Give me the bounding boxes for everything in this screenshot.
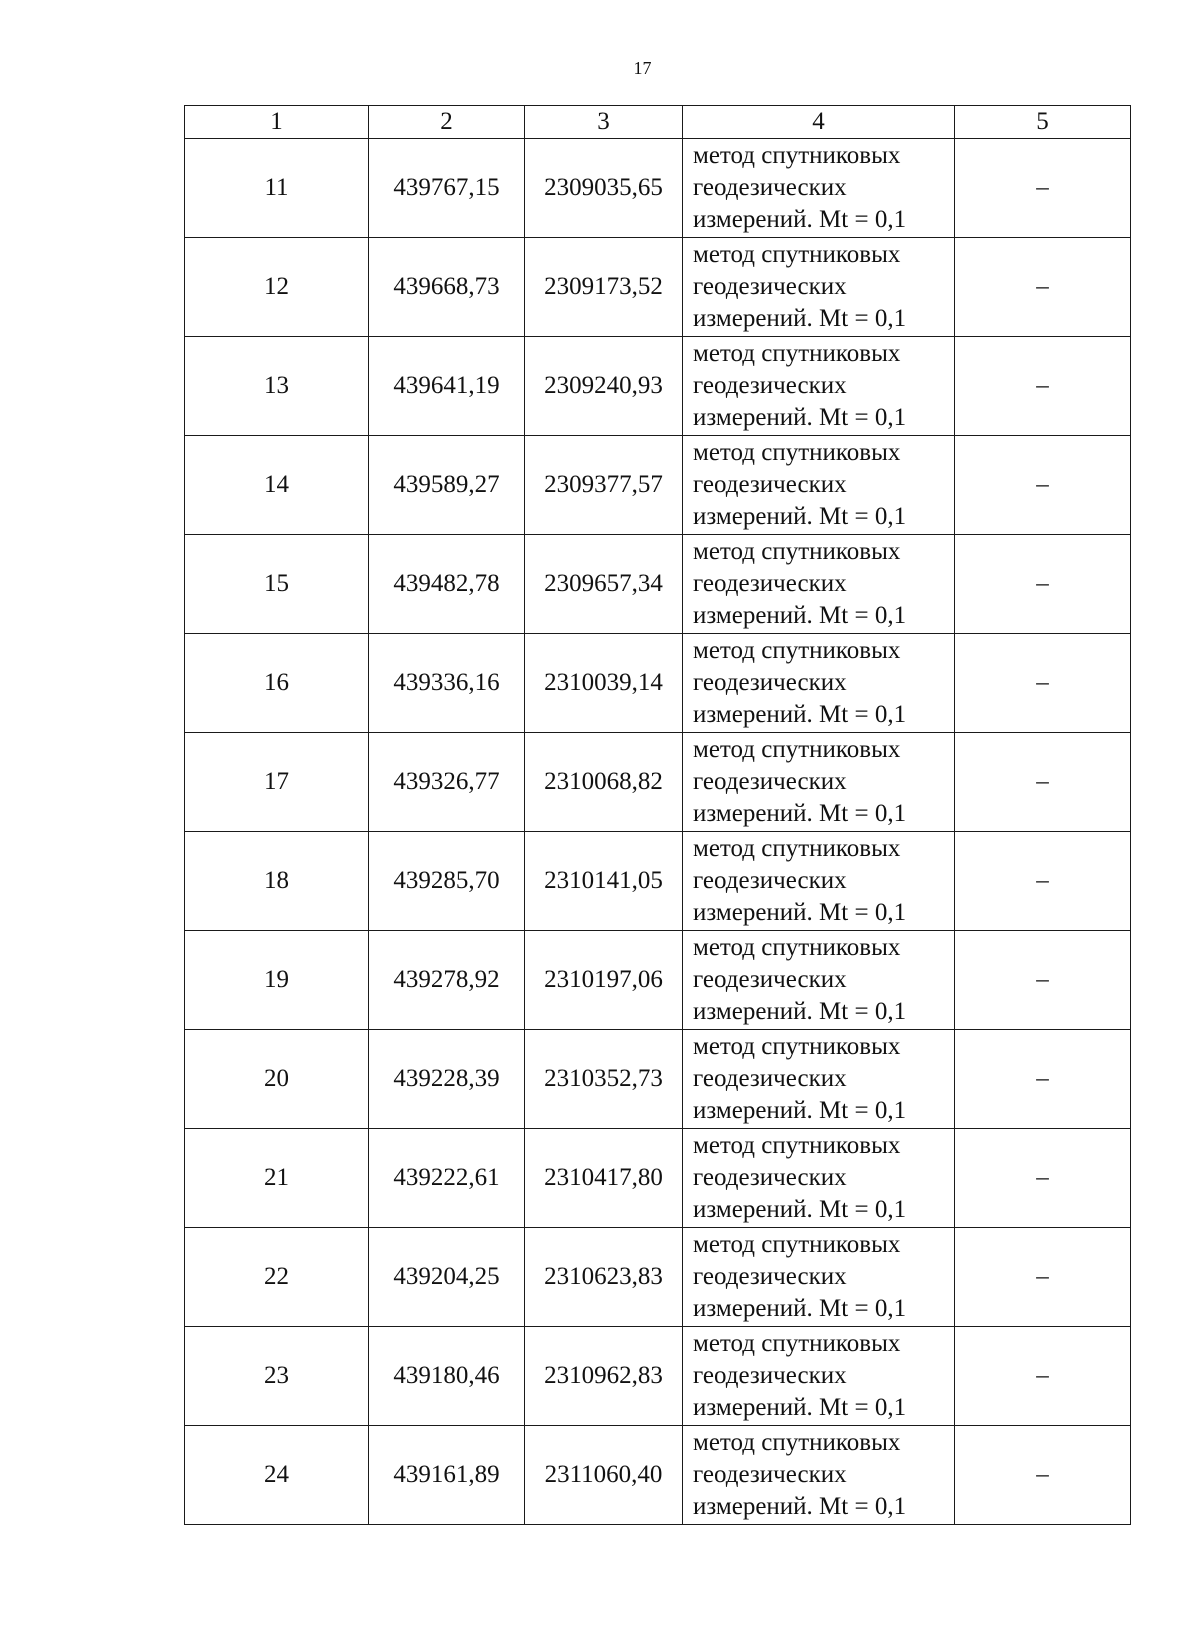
method-text-line: измерений. Mt = 0,1 (693, 602, 907, 629)
column-5-cell: – (955, 1129, 1131, 1228)
coordinate-x-cell: 439767,15 (369, 139, 525, 238)
column-5-cell: – (955, 1327, 1131, 1426)
method-text-line: геодезических (693, 768, 847, 795)
method-text-line: измерений. Mt = 0,1 (693, 701, 907, 728)
table-row (185, 931, 1131, 1030)
coordinate-y-cell: 2310623,83 (525, 1228, 683, 1327)
method-cell (683, 832, 955, 931)
coordinate-y-cell: 2309173,52 (525, 238, 683, 337)
method-text-line: измерений. Mt = 0,1 (693, 206, 907, 233)
table-row (185, 634, 1131, 733)
coordinate-y-cell: 2310039,14 (525, 634, 683, 733)
method-text-line: геодезических (693, 570, 847, 597)
coordinate-x-cell: 439336,16 (369, 634, 525, 733)
method-text-line: метод спутниковых (693, 538, 901, 565)
column-5-cell: – (955, 733, 1131, 832)
coordinate-y-cell: 2311060,40 (525, 1426, 683, 1525)
point-number-cell: 12 (185, 238, 369, 337)
method-text-line: геодезических (693, 1263, 847, 1290)
method-text-line: измерений. Mt = 0,1 (693, 1295, 907, 1322)
coordinate-x-cell: 439204,25 (369, 1228, 525, 1327)
method-cell (683, 1327, 955, 1426)
coordinate-y-cell: 2310417,80 (525, 1129, 683, 1228)
table-row (185, 337, 1131, 436)
column-5-cell: – (955, 436, 1131, 535)
table-row (185, 733, 1131, 832)
method-cell (683, 1030, 955, 1129)
method-text-line: метод спутниковых (693, 1033, 901, 1060)
method-text-line: геодезических (693, 273, 847, 300)
table-row (185, 1228, 1131, 1327)
coordinate-x-cell: 439222,61 (369, 1129, 525, 1228)
column-header-2: 2 (369, 106, 525, 139)
column-5-cell: – (955, 1228, 1131, 1327)
coordinate-y-cell: 2309657,34 (525, 535, 683, 634)
method-text-line: геодезических (693, 867, 847, 894)
method-text-line: геодезических (693, 1164, 847, 1191)
coordinate-x-cell: 439668,73 (369, 238, 525, 337)
coordinate-x-cell: 439285,70 (369, 832, 525, 931)
method-text-line: измерений. Mt = 0,1 (693, 1394, 907, 1421)
table-row (185, 1129, 1131, 1228)
method-cell (683, 337, 955, 436)
method-cell (683, 733, 955, 832)
coordinate-x-cell: 439161,89 (369, 1426, 525, 1525)
method-cell (683, 238, 955, 337)
coordinate-x-cell: 439482,78 (369, 535, 525, 634)
method-cell (683, 436, 955, 535)
point-number-cell: 16 (185, 634, 369, 733)
coordinate-y-cell: 2309377,57 (525, 436, 683, 535)
column-5-cell: – (955, 535, 1131, 634)
method-text-line: измерений. Mt = 0,1 (693, 503, 907, 530)
table-row (185, 535, 1131, 634)
table-row (185, 238, 1131, 337)
method-text-line: геодезических (693, 966, 847, 993)
column-header-3: 3 (525, 106, 683, 139)
point-number-cell: 11 (185, 139, 369, 238)
point-number-cell: 20 (185, 1030, 369, 1129)
column-5-cell: – (955, 832, 1131, 931)
column-header-4: 4 (683, 106, 955, 139)
page-number: 17 (633, 58, 652, 78)
column-5-cell: – (955, 238, 1131, 337)
method-text-line: геодезических (693, 471, 847, 498)
coordinate-x-cell: 439589,27 (369, 436, 525, 535)
method-text-line: измерений. Mt = 0,1 (693, 1493, 907, 1520)
coordinate-y-cell: 2310197,06 (525, 931, 683, 1030)
column-header-1: 1 (185, 106, 369, 139)
method-cell (683, 1129, 955, 1228)
method-text-line: геодезических (693, 669, 847, 696)
method-cell (683, 535, 955, 634)
column-header-5: 5 (955, 106, 1131, 139)
point-number-cell: 19 (185, 931, 369, 1030)
point-number-cell: 18 (185, 832, 369, 931)
method-text-line: метод спутниковых (693, 1429, 901, 1456)
table-row (185, 832, 1131, 931)
coordinate-x-cell: 439180,46 (369, 1327, 525, 1426)
column-5-cell: – (955, 931, 1131, 1030)
method-text-line: измерений. Mt = 0,1 (693, 899, 907, 926)
coordinate-x-cell: 439228,39 (369, 1030, 525, 1129)
method-text-line: метод спутниковых (693, 241, 901, 268)
coordinate-y-cell: 2309035,65 (525, 139, 683, 238)
method-cell (683, 931, 955, 1030)
point-number-cell: 23 (185, 1327, 369, 1426)
method-cell (683, 1426, 955, 1525)
coordinate-y-cell: 2310141,05 (525, 832, 683, 931)
coordinate-x-cell: 439326,77 (369, 733, 525, 832)
point-number-cell: 22 (185, 1228, 369, 1327)
point-number-cell: 21 (185, 1129, 369, 1228)
method-text-line: геодезических (693, 1362, 847, 1389)
method-text-line: метод спутниковых (693, 1330, 901, 1357)
method-text-line: метод спутниковых (693, 340, 901, 367)
point-number-cell: 17 (185, 733, 369, 832)
column-5-cell: – (955, 139, 1131, 238)
method-text-line: метод спутниковых (693, 1231, 901, 1258)
coordinate-y-cell: 2310352,73 (525, 1030, 683, 1129)
table-body (185, 139, 1131, 1525)
column-5-cell: – (955, 1030, 1131, 1129)
method-text-line: метод спутниковых (693, 835, 901, 862)
table-row (185, 1426, 1131, 1525)
method-cell (683, 634, 955, 733)
method-text-line: геодезических (693, 372, 847, 399)
method-text-line: измерений. Mt = 0,1 (693, 998, 907, 1025)
method-text-line: измерений. Mt = 0,1 (693, 1097, 907, 1124)
column-5-cell: – (955, 634, 1131, 733)
table-row (185, 139, 1131, 238)
method-text-line: метод спутниковых (693, 142, 901, 169)
method-text-line: геодезических (693, 1065, 847, 1092)
method-text-line: измерений. Mt = 0,1 (693, 305, 907, 332)
point-number-cell: 24 (185, 1426, 369, 1525)
table-row (185, 436, 1131, 535)
method-text-line: метод спутниковых (693, 637, 901, 664)
method-cell (683, 139, 955, 238)
method-text-line: метод спутниковых (693, 934, 901, 961)
coordinate-x-cell: 439641,19 (369, 337, 525, 436)
table-header-row (185, 106, 1131, 139)
method-text-line: метод спутниковых (693, 439, 901, 466)
method-text-line: измерений. Mt = 0,1 (693, 1196, 907, 1223)
coordinates-table (184, 105, 1131, 1525)
coordinate-x-cell: 439278,92 (369, 931, 525, 1030)
method-text-line: метод спутниковых (693, 736, 901, 763)
table-row (185, 1030, 1131, 1129)
coordinate-y-cell: 2309240,93 (525, 337, 683, 436)
method-cell (683, 1228, 955, 1327)
column-5-cell: – (955, 1426, 1131, 1525)
method-text-line: геодезических (693, 174, 847, 201)
coordinate-y-cell: 2310962,83 (525, 1327, 683, 1426)
coordinate-y-cell: 2310068,82 (525, 733, 683, 832)
point-number-cell: 15 (185, 535, 369, 634)
method-text-line: геодезических (693, 1461, 847, 1488)
method-text-line: измерений. Mt = 0,1 (693, 404, 907, 431)
table-row (185, 1327, 1131, 1426)
method-text-line: метод спутниковых (693, 1132, 901, 1159)
point-number-cell: 14 (185, 436, 369, 535)
method-text-line: измерений. Mt = 0,1 (693, 800, 907, 827)
point-number-cell: 13 (185, 337, 369, 436)
column-5-cell: – (955, 337, 1131, 436)
